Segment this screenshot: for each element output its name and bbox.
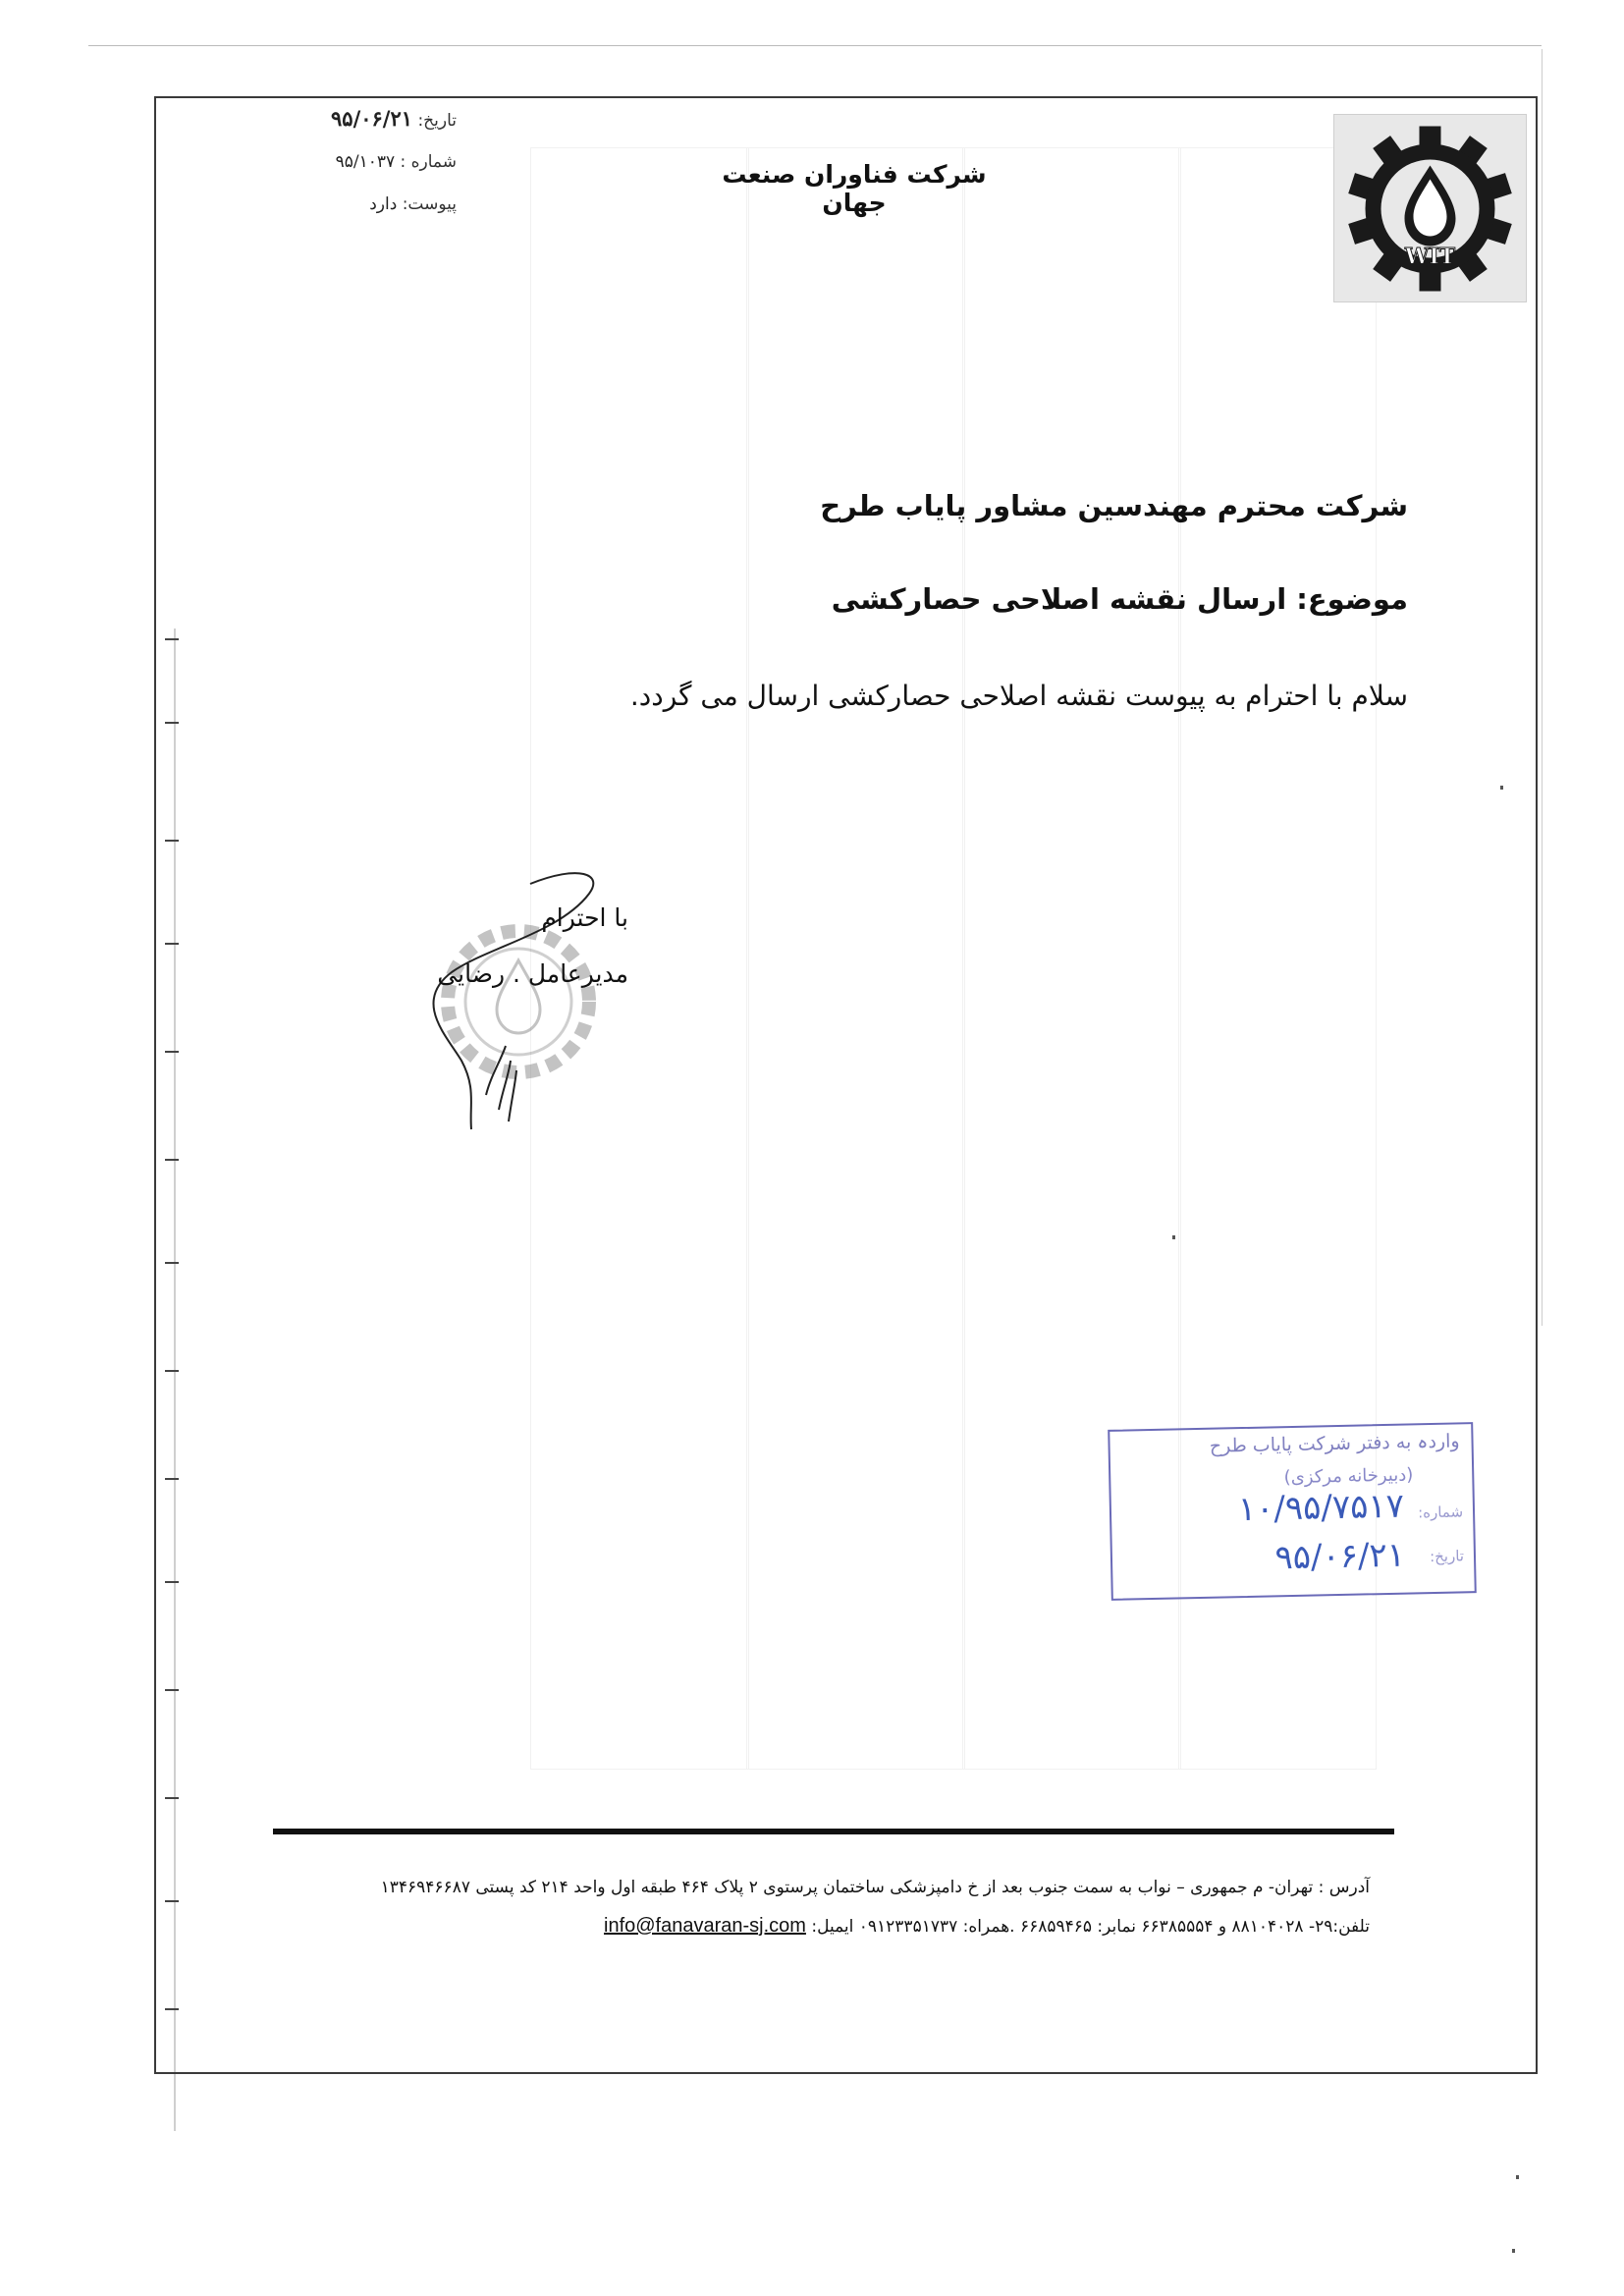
receipt-stamp xyxy=(1108,1422,1477,1601)
body-paragraph: سلام با احترام به پیوست نقشه اصلاحی حصارکشی ارسال می گردد. xyxy=(629,680,1408,712)
stamp-date-value: ۹۵/۰۶/۲۱ xyxy=(1274,1535,1406,1578)
attachment-label: پیوست: xyxy=(402,194,457,214)
subject-line: موضوع: ارسال نقشه اصلاحی حصارکشی xyxy=(831,582,1408,616)
footer-contacts xyxy=(250,1915,1370,1938)
scan-speck xyxy=(1516,2175,1519,2179)
scan-edge-line xyxy=(1542,49,1543,1326)
closing-greeting: با احترام xyxy=(541,903,628,932)
attachment-value: دارد xyxy=(369,194,398,214)
stamp-date-label: تاریخ: xyxy=(1429,1547,1465,1566)
number-label: شماره : xyxy=(400,152,457,172)
scan-speck xyxy=(1172,1235,1175,1239)
recipient-line: شرکت محترم مهندسین مشاور پایاب طرح xyxy=(820,489,1408,522)
number-line xyxy=(290,152,457,172)
stamp-number-label: شماره: xyxy=(1417,1503,1464,1522)
footer-address: آدرس : تهران- م جمهوری – نواب به سمت جنوب بعد از خ دامپزشکی ساختمان پرستوی ۲ پلاک ۴۶۴ طبقه اول واحد ۲۱۴ کد پستی ۱۳۴۶۹۴۶۶۸۷ xyxy=(380,1878,1370,1897)
signature-block xyxy=(393,864,628,1149)
date-line xyxy=(290,106,457,131)
stamp-subtitle: (دبیرخانه مرکزی) xyxy=(1283,1464,1414,1489)
footer-rule xyxy=(273,1829,1394,1834)
stamp-title: واردہ به دفتر شرکت پایاب طرح xyxy=(1209,1430,1460,1457)
footer-email[interactable]: info@fanavaran-sj.com xyxy=(604,1915,806,1937)
company-name: شرکت فناوران صنعت جهان xyxy=(722,160,987,217)
scan-speck xyxy=(1500,786,1503,790)
letterhead-frame xyxy=(154,96,1538,2074)
scan-speck xyxy=(1512,2249,1515,2253)
signer-name: مدیرعامل . رضایی xyxy=(437,959,628,988)
company-logo xyxy=(1333,114,1527,302)
stamp-number-value: ۱۰/۹۵/۷۵۱۷ xyxy=(1237,1486,1405,1530)
number-value: ۹۵/۱۰۳۷ xyxy=(335,152,396,172)
gear-drop-icon xyxy=(1344,123,1516,295)
attachment-line xyxy=(290,194,457,214)
logo-text: WIT xyxy=(1404,244,1456,269)
date-label: تاریخ: xyxy=(417,111,457,131)
footer-phones: تلفن:۲۹- ۸۸۱۰۴۰۲۸ و ۶۶۳۸۵۵۵۴ نمابر: ۶۶۸۵۹۴۶۵ .همراه: ۰۹۱۲۳۳۵۱۷۳۷ ایمیل: xyxy=(811,1917,1370,1937)
scan-edge-line xyxy=(88,45,1542,46)
date-value: ۹۵/۰۶/۲۱ xyxy=(331,106,413,131)
